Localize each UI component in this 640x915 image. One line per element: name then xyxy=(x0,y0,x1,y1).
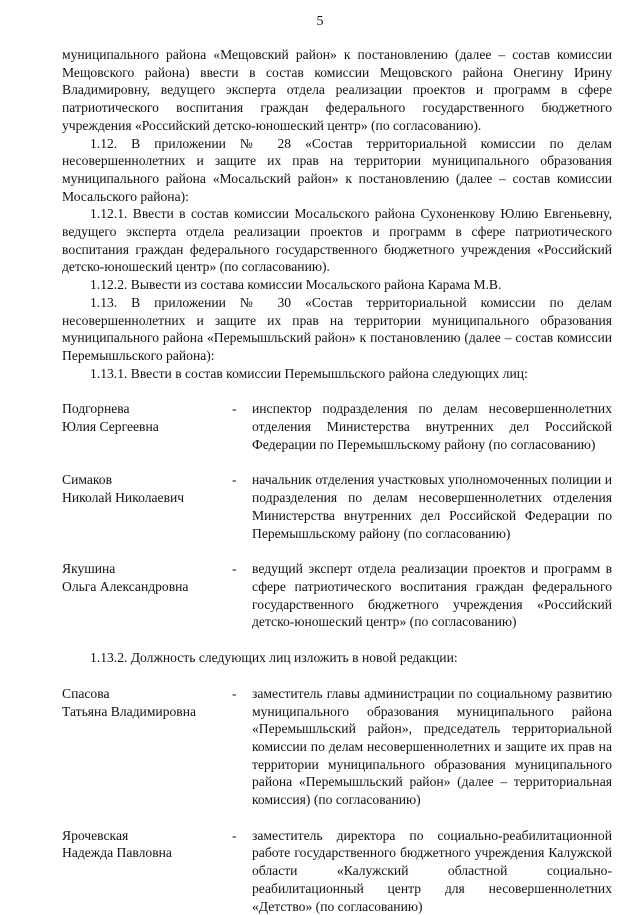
member-name xyxy=(62,471,232,506)
dash-separator: - xyxy=(232,561,237,577)
dash-separator: - xyxy=(232,472,237,488)
member-surname: Якушина xyxy=(62,561,116,577)
paragraph-1-13-2: 1.13.2. Должность следующих лиц изложить в новой редакции: xyxy=(90,650,458,666)
member-position: начальник отделения участковых уполномоченных полиции и подразделения по делам несовершеннолетних отделения Министерства внутренних дел Российской Федерации по Перемышльскому району (по согласованию) xyxy=(252,472,612,541)
paragraph-1-13-1: 1.13.1. Ввести в состав комиссии Перемышльского района следующих лиц: xyxy=(90,365,528,381)
member-surname: Подгорнева xyxy=(62,401,130,417)
paragraph-1-13: 1.13. В приложении № 30 «Состав территориальной комиссии по делам несовершеннолетних и защите их прав на территории муниципального образования муниципального района «Перемышльский район» к постановлению (далее – состав комиссии Перемышльского района): xyxy=(62,294,612,363)
member-given-names: Татьяна Владимировна xyxy=(62,703,197,719)
member-name xyxy=(62,560,232,595)
dash-separator: - xyxy=(232,827,237,843)
paragraph-1-12-1: 1.12.1. Ввести в состав комиссии Мосальского района Сухоненкову Юлию Евгеньевну, ведущего эксперта отдела реализации проектов и программ в сфере патриотического воспитания граждан федерального государственного бюджетного учреждения «Российский детско-юношеский центр» (по согласованию). xyxy=(62,206,612,275)
member-name xyxy=(62,400,232,435)
member-given-names: Ольга Александровна xyxy=(62,578,189,594)
member-position: инспектор подразделения по делам несовершеннолетних отделения Министерства внутренних дел Российской Федерации по Перемышльскому району (по согласованию) xyxy=(252,401,612,452)
member-entry xyxy=(62,471,612,542)
member-surname: Спасова xyxy=(62,685,110,701)
member-entry xyxy=(62,685,612,809)
member-given-names: Юлия Сергеевна xyxy=(62,419,159,435)
member-entry xyxy=(62,400,612,453)
dash-separator: - xyxy=(232,685,237,701)
member-surname: Ярочевская xyxy=(62,827,129,843)
member-entry xyxy=(62,827,612,915)
member-given-names: Надежда Павловна xyxy=(62,845,172,861)
member-position: ведущий эксперт отдела реализации проектов и программ в сфере патриотического воспитания граждан федерального государственного бюджетного учреждения «Российский детско-юношеский центр» (по согласованию) xyxy=(252,561,612,630)
document-body xyxy=(62,46,612,915)
paragraph-1-12-2: 1.12.2. Вывести из состава комиссии Мосальского района Карама М.В. xyxy=(90,277,502,293)
member-surname: Симаков xyxy=(62,472,113,488)
paragraph-1-11-continued: муниципального района «Мещовский район» к постановлению (далее – состав комиссии Мещовского района) ввести в состав комиссии Мещовского района Онегину Ирину Владимировну, ведущего эксперта отдела реализации проектов и программ в сфере патриотического воспитания граждан федерального государственного бюджетного учреждения «Российский детско-юношеский центр» (по согласованию). xyxy=(62,47,612,133)
member-name xyxy=(62,827,232,862)
paragraph-1-12: 1.12. В приложении № 28 «Состав территориальной комиссии по делам несовершеннолетних и защите их прав на территории муниципального образования муниципального района «Мосальский район» к постановлению (далее – состав комиссии Мосальского района): xyxy=(62,135,612,204)
member-position: заместитель главы администрации по социальному развитию муниципального образования муниципального района «Перемышльский район», председатель территориальной комиссии по делам несовершеннолетних и защите их прав на территории муниципального образования муниципального района «Перемышльский район» (далее – территориальная комиссия) (по согласованию) xyxy=(252,685,612,808)
member-name xyxy=(62,685,232,720)
member-given-names: Николай Николаевич xyxy=(62,490,185,506)
member-entry xyxy=(62,560,612,631)
member-list-added xyxy=(62,400,612,631)
member-position: заместитель директора по социально-реабилитационной работе государственного бюджетного учреждения Калужской области «Калужский областной социально-реабилитационный центр для несовершеннолетних «Детство» (по согласованию) xyxy=(252,827,612,914)
dash-separator: - xyxy=(232,401,237,417)
member-list-revised xyxy=(62,685,612,915)
page-number: 5 xyxy=(316,14,324,29)
